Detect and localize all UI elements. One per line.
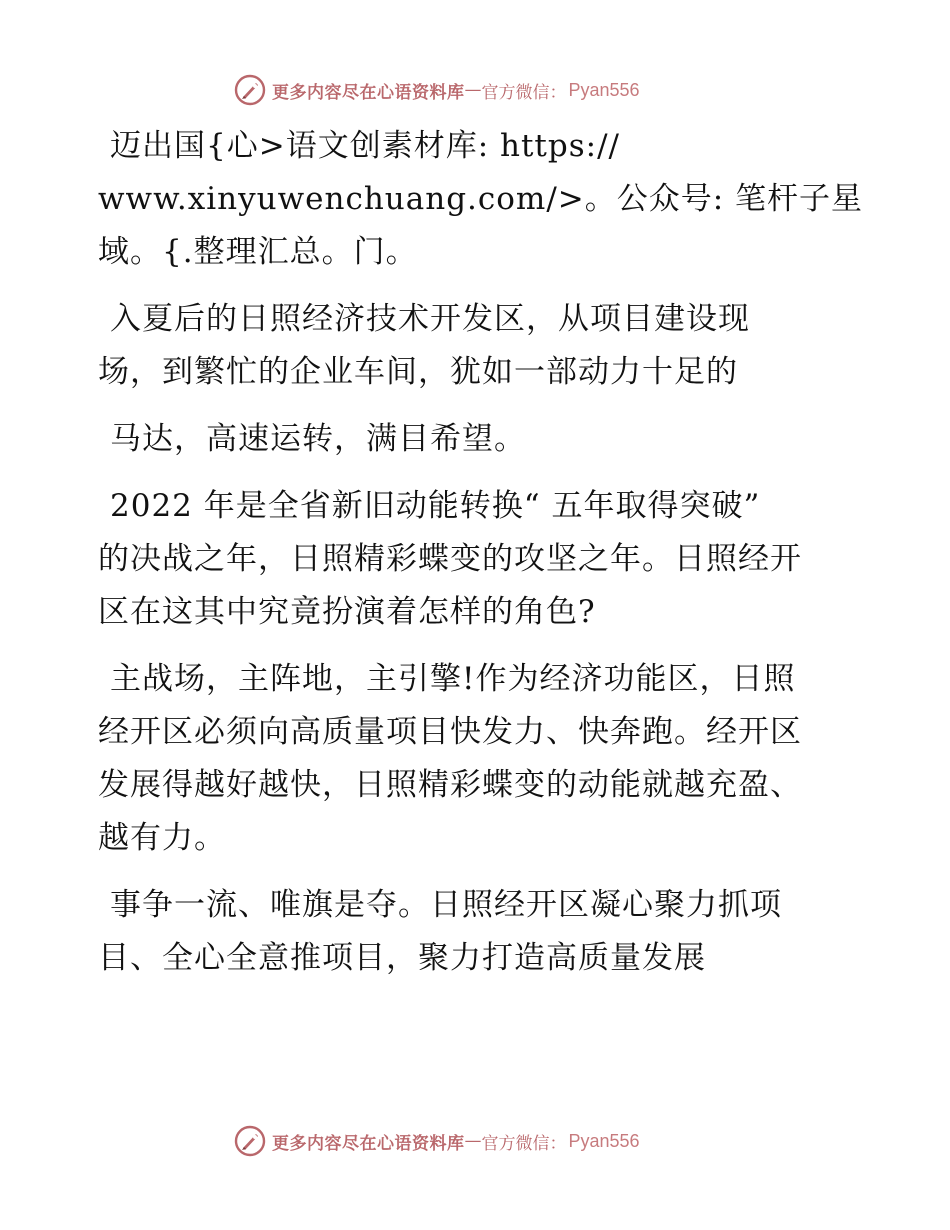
paragraph (98, 293, 858, 399)
document-body (98, 120, 864, 999)
quill-logo-icon (234, 1125, 266, 1157)
footer-watermark (234, 1124, 714, 1158)
text-line: 入夏后的日照经济技术开发区，从项目建设现 (110, 301, 750, 337)
text-line: 经开区必须向高质量项目快发力、快奔跑。经开区 (98, 714, 802, 750)
text-line: 主战场，主阵地，主引擎!作为经济功能区，日照 (110, 661, 796, 697)
paragraph (98, 480, 858, 639)
text-line: 2022 年是全省新旧动能转换“ 五年取得突破” (110, 488, 761, 524)
watermark-wechat-id: Pyan556 (568, 79, 640, 100)
paragraph (98, 120, 864, 279)
paragraph (98, 879, 858, 985)
text-line: 场，到繁忙的企业车间，犹如一部动力十足的 (98, 354, 738, 390)
text-line: 发展得越好越快，日照精彩蝶变的动能就越充盈、 (98, 767, 802, 803)
text-line: 域。{.整理汇总。门。 (98, 234, 418, 270)
text-line: 事争一流、唯旗是夺。日照经开区凝心聚力抓项 (110, 887, 782, 923)
watermark-dash: — (464, 80, 482, 100)
watermark-dash: — (464, 1131, 482, 1151)
text-line: 的决战之年，日照精彩蝶变的攻坚之年。日照经开 (98, 541, 802, 577)
text-line: 目、全心全意推项目，聚力打造高质量发展 (98, 940, 706, 976)
watermark-main-text: 更多内容尽在心语资料库 (272, 82, 465, 103)
watermark-wechat-label: 官方微信： (481, 82, 567, 103)
watermark-main-text: 更多内容尽在心语资料库 (272, 1133, 465, 1154)
header-watermark (234, 73, 714, 107)
text-line: 越有力。 (98, 820, 226, 856)
paragraph (98, 413, 858, 466)
text-line: 迈出国{心>语文创素材库: https:// (110, 128, 620, 164)
paragraph (98, 653, 858, 865)
text-line: 马达，高速运转，满目希望。 (110, 421, 526, 457)
watermark-wechat-id: Pyan556 (568, 1130, 640, 1151)
text-line: www.xinyuwenchuang.com/>。公众号: 笔杆子星 (98, 181, 864, 217)
quill-logo-icon (234, 74, 266, 106)
text-line: 区在这其中究竟扮演着怎样的角色? (98, 594, 596, 630)
watermark-wechat-label: 官方微信： (481, 1133, 567, 1154)
